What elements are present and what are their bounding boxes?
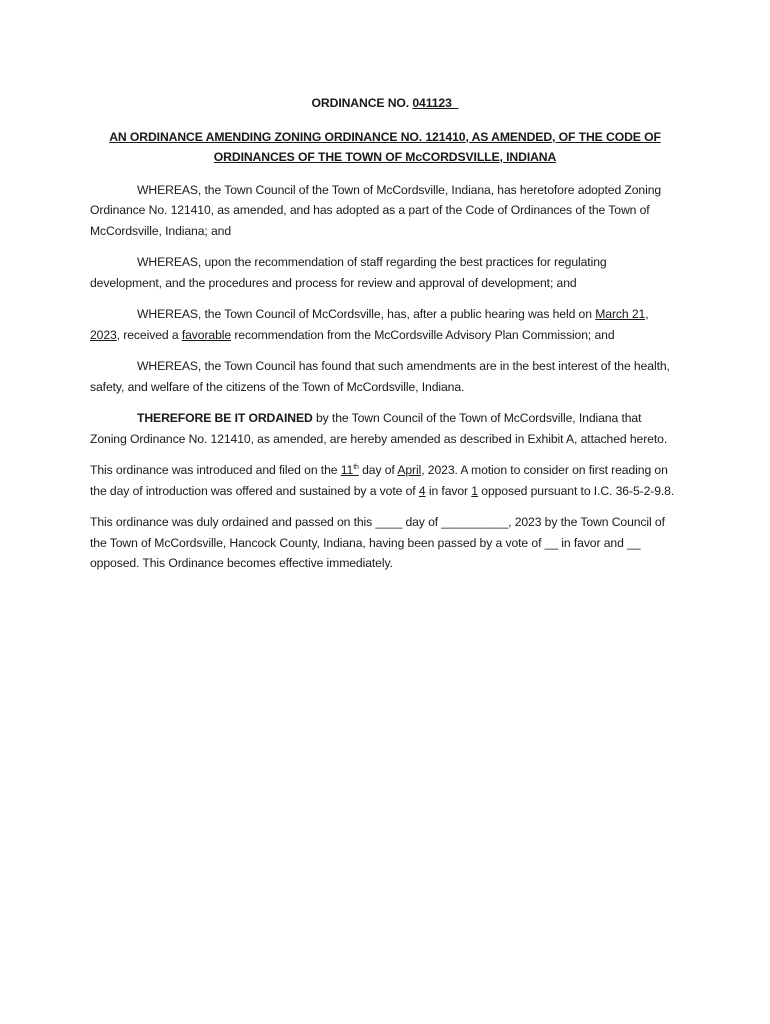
- intro-day: [341, 463, 359, 477]
- whereas-3-text-2: , received a: [116, 327, 182, 342]
- therefore-heading: THEREFORE BE IT ORDAINED: [137, 411, 313, 425]
- ordinance-number: 041123_: [412, 96, 459, 110]
- hearing-date: March 21, 2023: [90, 307, 649, 342]
- votes-opposed: 1: [471, 483, 478, 498]
- intro-day-number: 11: [340, 463, 354, 477]
- whereas-3-text-3: recommendation from the McCordsville Advisory Plan Commission; and: [231, 327, 615, 342]
- whereas-paragraph-4: WHEREAS, the Town Council has found that such amendments are in the best interest of the health, safety, and welfare of the citizens of the Town of McCordsville, Indiana.: [90, 359, 670, 394]
- intro-text-4: in favor: [425, 483, 472, 498]
- intro-text-5: opposed pursuant to I.C. 36-5-2-9.8.: [477, 483, 675, 498]
- ordinance-title-prefix: ORDINANCE NO.: [311, 96, 413, 110]
- votes-in-favor: 4: [418, 483, 426, 498]
- intro-text-1: This ordinance was introduced and filed on the: [90, 463, 341, 477]
- ordinance-subtitle: AN ORDINANCE AMENDING ZONING ORDINANCE NO. 121410, AS AMENDED, OF THE CODE OF ORDINANCES OF THE TOWN OF McCORDSVILLE, INDIANA: [109, 129, 661, 164]
- passage-paragraph: This ordinance was duly ordained and passed on this ____ day of __________, 2023 by the Town Council of the Town of McCordsville, Hancock County, Indiana, having been passed by a vote of __ in favor and __ opposed. This Ordinance becomes effective immediately.: [90, 515, 665, 570]
- recommendation-type: favorable: [181, 327, 232, 342]
- document-body: [90, 93, 680, 585]
- intro-month: April,: [397, 463, 425, 477]
- whereas-paragraph-2: WHEREAS, upon the recommendation of staff regarding the best practices for regulating development, and the procedures and process for review and approval of development; and: [90, 255, 607, 290]
- intro-text-3: 2023. A motion to consider on first reading on the day of introduction was offered and sustained by a vote of: [90, 463, 668, 498]
- whereas-paragraph-3: [90, 304, 680, 345]
- therefore-paragraph: [90, 408, 680, 449]
- intro-text-2: day of: [358, 463, 398, 477]
- whereas-paragraph-1: WHEREAS, the Town Council of the Town of McCordsville, Indiana, has heretofore adopted Zoning Ordinance No. 121410, as amended, and has adopted as a part of the Code of Ordinances of the Town of McCordsville, Indiana; and: [90, 182, 662, 238]
- whereas-3-text-1: WHEREAS, the Town Council of McCordsville, has, after a public hearing was held on: [137, 307, 596, 321]
- ordinance-title: [90, 93, 680, 114]
- intro-day-suffix: th: [353, 464, 359, 471]
- introduction-paragraph: [90, 460, 680, 501]
- therefore-text: by the Town Council of the Town of McCordsville, Indiana that Zoning Ordinance No. 121410, as amended, are hereby amended as described in Exhibit A, attached hereto.: [90, 411, 668, 446]
